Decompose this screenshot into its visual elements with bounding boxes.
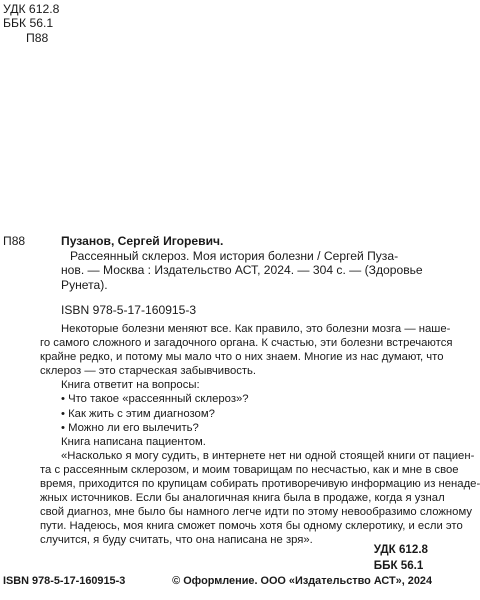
footer-isbn: ISBN 978-5-17-160915-3	[3, 575, 126, 587]
card-isbn: ISBN 978-5-17-160915-3	[61, 303, 197, 317]
annotation-bullet-item: • Что такое «рассеянный склероз»?	[40, 392, 480, 406]
annotation-bullet-item: • Можно ли его вылечить?	[40, 421, 480, 435]
udk-code: УДК 612.8	[3, 2, 60, 16]
card-line: Рунета).	[61, 277, 108, 292]
card-line: Рассеянный склероз. Моя история болезни / Сергей Пуза-	[70, 248, 399, 263]
annotation-line: Некоторые болезни меняют все. Как правило, это болезни мозга — наше-	[61, 323, 451, 335]
card-line: нов. — Москва : Издательство АСТ, 2024. — 304 с. — (Здоровье	[61, 263, 423, 278]
annotation-line: го самого сложного и загадочного органа. К счастью, эти болезни встречаются	[40, 337, 453, 350]
annotation-line: жных источников. Если бы аналогичная книга была в продаже, когда я узнал	[40, 492, 445, 505]
annotation-line: склероз — это старческая забывчивость.	[40, 365, 257, 378]
annotation-bullet-item: • Как жить с этим диагнозом?	[40, 407, 480, 421]
annotation-line: свой диагноз, мне было бы намного легче идти по этому невообразимо сложному	[40, 506, 472, 519]
annotation-line: время, приходится по крупицам собирать противоречивую информацию из ненаде-	[40, 478, 480, 491]
bottom-classification-codes	[374, 542, 428, 574]
annotation-line: Книга ответит на вопросы:	[61, 379, 200, 392]
annotation-text	[40, 322, 480, 548]
annotation-line: случится, я буду считать, что она написана не зря».	[40, 534, 313, 547]
bbk-code: ББК 56.1	[3, 16, 54, 31]
annotation-line: Книга написана пациентом.	[61, 435, 206, 448]
annotation-line: та с рассеянным склерозом, и моим товарищам по несчастью, как и мне в свое	[40, 463, 459, 476]
author-index-code: П88	[26, 30, 49, 45]
annotation-line: крайне редко, и потому мы мало что о них знаем. Многие из нас думают, что	[40, 351, 444, 364]
card-author-name: Пузанов, Сергей Игоревич.	[61, 234, 224, 248]
card-author-index: П88	[3, 234, 26, 248]
annotation-line: «Насколько я могу судить, в интернете нет ни одной стоящей книги от пациен-	[61, 449, 475, 462]
top-classification-codes	[3, 2, 59, 45]
udk-code-bottom: УДК 612.8	[373, 543, 428, 556]
footer-copyright: © Оформление. ООО «Издательство АСТ», 2024	[172, 575, 432, 587]
annotation-line: пути. Надеюсь, моя книга сможет помочь хотя бы одному склеротику, и если это	[40, 520, 463, 533]
bbk-code-bottom: ББК 56.1	[373, 559, 424, 572]
